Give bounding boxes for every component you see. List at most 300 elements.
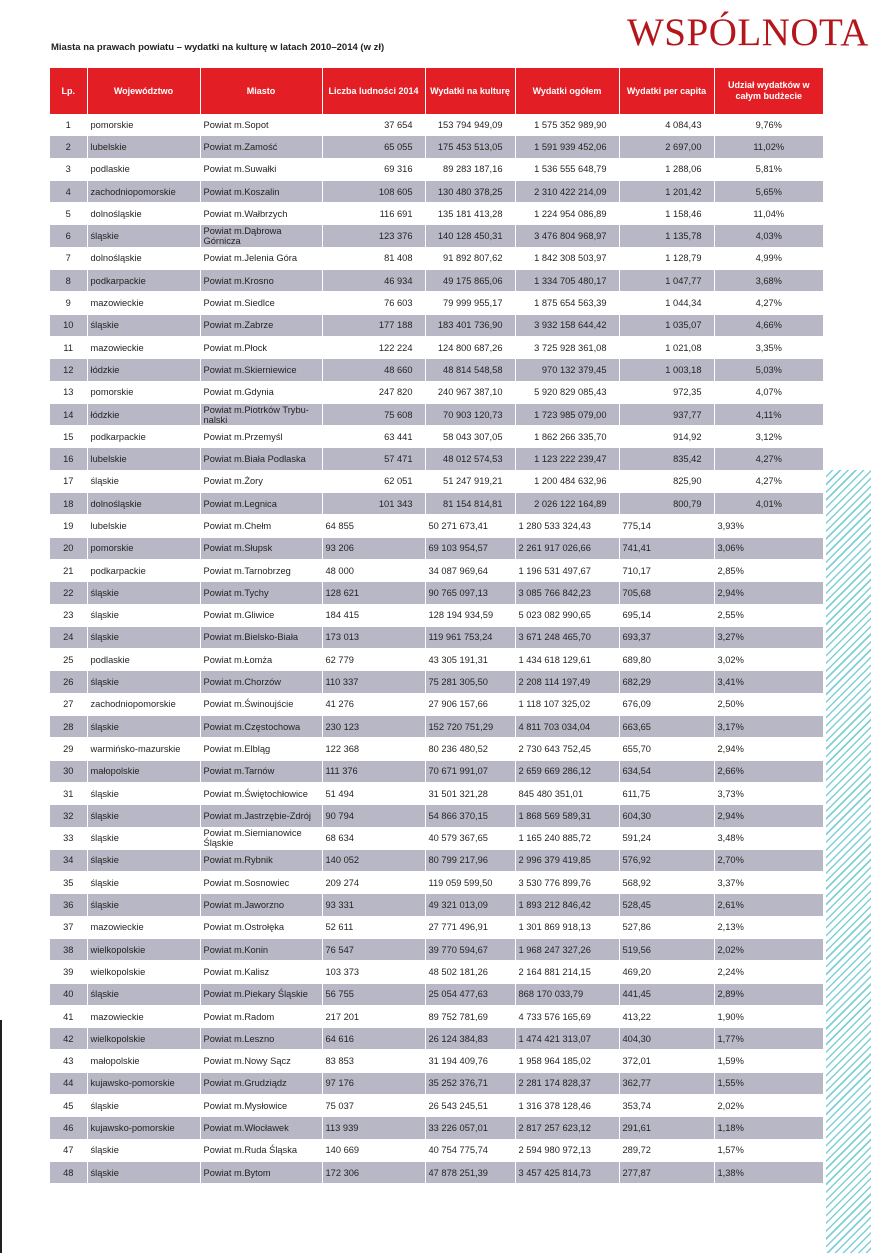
city-cell: Powiat m.Chełm: [200, 515, 322, 537]
voivodeship-cell: śląskie: [87, 805, 200, 827]
table-row: [50, 359, 823, 381]
row-number: 3: [50, 158, 87, 180]
per-capita-cell: 2 697,00: [619, 136, 714, 158]
voivodeship-cell: śląskie: [87, 894, 200, 916]
total-spending-cell: 2 730 643 752,45: [515, 738, 619, 760]
header-total-spending: Wydatki ogółem: [515, 68, 619, 114]
population-cell: 57 471: [322, 448, 425, 470]
total-spending-cell: 1 842 308 503,97: [515, 247, 619, 269]
table-row: [50, 426, 823, 448]
row-number: 10: [50, 314, 87, 336]
population-cell: 230 123: [322, 716, 425, 738]
culture-spending-cell: 26 543 245,51: [425, 1095, 515, 1117]
city-cell: Powiat m.Grudziądz: [200, 1072, 322, 1094]
voivodeship-cell: małopolskie: [87, 760, 200, 782]
voivodeship-cell: śląskie: [87, 827, 200, 849]
per-capita-cell: 289,72: [619, 1139, 714, 1161]
per-capita-cell: 1 158,46: [619, 203, 714, 225]
per-capita-cell: 362,77: [619, 1072, 714, 1094]
row-number: 12: [50, 359, 87, 381]
city-cell: Powiat m.Koszalin: [200, 180, 322, 202]
budget-share-cell: 1,18%: [714, 1117, 823, 1139]
budget-share-cell: 3,35%: [714, 336, 823, 358]
budget-share-cell: 3,02%: [714, 649, 823, 671]
budget-share-cell: 11,04%: [714, 203, 823, 225]
table-row: [50, 136, 823, 158]
per-capita-cell: 914,92: [619, 426, 714, 448]
population-cell: 69 316: [322, 158, 425, 180]
budget-share-cell: 3,41%: [714, 671, 823, 693]
culture-spending-cell: 79 999 955,17: [425, 292, 515, 314]
table-row: [50, 1005, 823, 1027]
per-capita-cell: 689,80: [619, 649, 714, 671]
voivodeship-cell: śląskie: [87, 582, 200, 604]
per-capita-cell: 634,54: [619, 760, 714, 782]
total-spending-cell: 3 932 158 644,42: [515, 314, 619, 336]
row-number: 23: [50, 604, 87, 626]
city-cell: Powiat m.Kalisz: [200, 961, 322, 983]
voivodeship-cell: dolnośląskie: [87, 203, 200, 225]
row-number: 5: [50, 203, 87, 225]
city-cell: Powiat m.Świętochłowice: [200, 782, 322, 804]
total-spending-cell: 3 476 804 968,97: [515, 225, 619, 247]
culture-spending-cell: 80 799 217,96: [425, 849, 515, 871]
voivodeship-cell: śląskie: [87, 1095, 200, 1117]
row-number: 31: [50, 782, 87, 804]
per-capita-cell: 441,45: [619, 983, 714, 1005]
header-population: Liczba ludności 2014: [322, 68, 425, 114]
voivodeship-cell: mazowieckie: [87, 916, 200, 938]
budget-share-cell: 3,68%: [714, 270, 823, 292]
city-cell: Powiat m.Jaworzno: [200, 894, 322, 916]
per-capita-cell: 576,92: [619, 849, 714, 871]
per-capita-cell: 528,45: [619, 894, 714, 916]
total-spending-cell: 3 457 425 814,73: [515, 1161, 619, 1183]
budget-share-cell: 2,13%: [714, 916, 823, 938]
culture-spending-cell: 31 194 409,76: [425, 1050, 515, 1072]
budget-share-cell: 2,02%: [714, 938, 823, 960]
city-cell: Powiat m.Sosnowiec: [200, 872, 322, 894]
budget-share-cell: 2,89%: [714, 983, 823, 1005]
voivodeship-cell: małopolskie: [87, 1050, 200, 1072]
row-number: 20: [50, 537, 87, 559]
header-city: Miasto: [200, 68, 322, 114]
per-capita-cell: 568,92: [619, 872, 714, 894]
table-header-row: [50, 68, 823, 114]
city-cell: Powiat m.Konin: [200, 938, 322, 960]
total-spending-cell: 1 875 654 563,39: [515, 292, 619, 314]
culture-spending-cell: 75 281 305,50: [425, 671, 515, 693]
population-cell: 128 621: [322, 582, 425, 604]
total-spending-cell: 1 165 240 885,72: [515, 827, 619, 849]
population-cell: 108 605: [322, 180, 425, 202]
total-spending-cell: 1 123 222 239,47: [515, 448, 619, 470]
culture-spending-cell: 69 103 954,57: [425, 537, 515, 559]
table-row: [50, 559, 823, 581]
row-number: 27: [50, 693, 87, 715]
total-spending-cell: 2 996 379 419,85: [515, 849, 619, 871]
row-number: 46: [50, 1117, 87, 1139]
population-cell: 172 306: [322, 1161, 425, 1183]
voivodeship-cell: podkarpackie: [87, 559, 200, 581]
total-spending-cell: 3 725 928 361,08: [515, 336, 619, 358]
per-capita-cell: 519,56: [619, 938, 714, 960]
budget-share-cell: 2,85%: [714, 559, 823, 581]
culture-spending-cell: 50 271 673,41: [425, 515, 515, 537]
per-capita-cell: 1 128,79: [619, 247, 714, 269]
culture-spending-cell: 89 283 187,16: [425, 158, 515, 180]
total-spending-cell: 1 591 939 452,06: [515, 136, 619, 158]
population-cell: 75 608: [322, 403, 425, 425]
per-capita-cell: 611,75: [619, 782, 714, 804]
row-number: 38: [50, 938, 87, 960]
decorative-edge-rule: [0, 1020, 2, 1253]
row-number: 42: [50, 1028, 87, 1050]
city-cell: Powiat m.Suwałki: [200, 158, 322, 180]
budget-share-cell: 4,66%: [714, 314, 823, 336]
table-row: [50, 381, 823, 403]
table-row: [50, 180, 823, 202]
city-cell: Powiat m.Łomża: [200, 649, 322, 671]
culture-spending-cell: 58 043 307,05: [425, 426, 515, 448]
voivodeship-cell: śląskie: [87, 782, 200, 804]
budget-share-cell: 5,81%: [714, 158, 823, 180]
total-spending-cell: 2 659 669 286,12: [515, 760, 619, 782]
row-number: 24: [50, 626, 87, 648]
city-cell: Powiat m.Legnica: [200, 493, 322, 515]
culture-spending-cell: 39 770 594,67: [425, 938, 515, 960]
row-number: 8: [50, 270, 87, 292]
population-cell: 140 669: [322, 1139, 425, 1161]
city-cell: Powiat m.Świnoujście: [200, 693, 322, 715]
city-cell: Powiat m.Rybnik: [200, 849, 322, 871]
table-row: [50, 1139, 823, 1161]
population-cell: 83 853: [322, 1050, 425, 1072]
table-row: [50, 961, 823, 983]
population-cell: 123 376: [322, 225, 425, 247]
total-spending-cell: 4 733 576 165,69: [515, 1005, 619, 1027]
row-number: 44: [50, 1072, 87, 1094]
row-number: 28: [50, 716, 87, 738]
city-cell: Powiat m.Słupsk: [200, 537, 322, 559]
population-cell: 116 691: [322, 203, 425, 225]
culture-spending-cell: 40 579 367,65: [425, 827, 515, 849]
culture-spending-cell: 70 903 120,73: [425, 403, 515, 425]
budget-share-cell: 5,65%: [714, 180, 823, 202]
row-number: 2: [50, 136, 87, 158]
table-row: [50, 805, 823, 827]
population-cell: 62 051: [322, 470, 425, 492]
table-row: [50, 1028, 823, 1050]
per-capita-cell: 835,42: [619, 448, 714, 470]
per-capita-cell: 291,61: [619, 1117, 714, 1139]
budget-share-cell: 4,11%: [714, 403, 823, 425]
table-row: [50, 938, 823, 960]
population-cell: 64 855: [322, 515, 425, 537]
culture-spending-cell: 124 800 687,26: [425, 336, 515, 358]
voivodeship-cell: śląskie: [87, 470, 200, 492]
table-row: [50, 537, 823, 559]
city-cell: Powiat m.Ostrołęka: [200, 916, 322, 938]
city-cell: Powiat m.Piekary Śląskie: [200, 983, 322, 1005]
voivodeship-cell: lubelskie: [87, 136, 200, 158]
culture-spending-cell: 34 087 969,64: [425, 559, 515, 581]
population-cell: 76 547: [322, 938, 425, 960]
city-cell: Powiat m.Tychy: [200, 582, 322, 604]
population-cell: 62 779: [322, 649, 425, 671]
total-spending-cell: 1 200 484 632,96: [515, 470, 619, 492]
total-spending-cell: 868 170 033,79: [515, 983, 619, 1005]
voivodeship-cell: łódzkie: [87, 359, 200, 381]
total-spending-cell: 2 310 422 214,09: [515, 180, 619, 202]
population-cell: 247 820: [322, 381, 425, 403]
row-number: 41: [50, 1005, 87, 1027]
city-cell: Powiat m.Chorzów: [200, 671, 322, 693]
total-spending-cell: 1 196 531 497,67: [515, 559, 619, 581]
header-voivodeship: Województwo: [87, 68, 200, 114]
culture-spending-cell: 54 866 370,15: [425, 805, 515, 827]
per-capita-cell: 741,41: [619, 537, 714, 559]
city-cell: Powiat m.Przemyśl: [200, 426, 322, 448]
population-cell: 63 441: [322, 426, 425, 448]
voivodeship-cell: mazowieckie: [87, 1005, 200, 1027]
per-capita-cell: 937,77: [619, 403, 714, 425]
culture-spending-cell: 130 480 378,25: [425, 180, 515, 202]
voivodeship-cell: dolnośląskie: [87, 247, 200, 269]
per-capita-cell: 353,74: [619, 1095, 714, 1117]
voivodeship-cell: podkarpackie: [87, 426, 200, 448]
culture-spending-cell: 49 175 865,06: [425, 270, 515, 292]
population-cell: 81 408: [322, 247, 425, 269]
budget-share-cell: 2,24%: [714, 961, 823, 983]
voivodeship-cell: podlaskie: [87, 649, 200, 671]
city-cell: Powiat m.Płock: [200, 336, 322, 358]
total-spending-cell: 2 594 980 972,13: [515, 1139, 619, 1161]
table-row: [50, 738, 823, 760]
culture-spending-cell: 128 194 934,59: [425, 604, 515, 626]
per-capita-cell: 1 135,78: [619, 225, 714, 247]
row-number: 4: [50, 180, 87, 202]
voivodeship-cell: śląskie: [87, 225, 200, 247]
city-cell: Powiat m.Sopot: [200, 114, 322, 136]
culture-spending-cell: 33 226 057,01: [425, 1117, 515, 1139]
population-cell: 209 274: [322, 872, 425, 894]
budget-share-cell: 1,38%: [714, 1161, 823, 1183]
total-spending-cell: 1 893 212 846,42: [515, 894, 619, 916]
voivodeship-cell: mazowieckie: [87, 336, 200, 358]
population-cell: 217 201: [322, 1005, 425, 1027]
table-row: [50, 314, 823, 336]
city-cell: Powiat m.Dąbrowa Górnicza: [200, 225, 322, 247]
table-row: [50, 983, 823, 1005]
budget-share-cell: 2,94%: [714, 805, 823, 827]
population-cell: 48 000: [322, 559, 425, 581]
table-row: [50, 470, 823, 492]
culture-spending-cell: 48 814 548,58: [425, 359, 515, 381]
row-number: 35: [50, 872, 87, 894]
table-row: [50, 247, 823, 269]
culture-spending-cell: 240 967 387,10: [425, 381, 515, 403]
row-number: 13: [50, 381, 87, 403]
budget-share-cell: 4,27%: [714, 448, 823, 470]
row-number: 29: [50, 738, 87, 760]
total-spending-cell: 2 208 114 197,49: [515, 671, 619, 693]
table-row: [50, 1095, 823, 1117]
city-cell: Powiat m.Wałbrzych: [200, 203, 322, 225]
culture-spending-cell: 175 453 513,05: [425, 136, 515, 158]
budget-share-cell: 1,55%: [714, 1072, 823, 1094]
table-row: [50, 158, 823, 180]
budget-share-cell: 3,48%: [714, 827, 823, 849]
budget-share-cell: 2,70%: [714, 849, 823, 871]
row-number: 15: [50, 426, 87, 448]
per-capita-cell: 693,37: [619, 626, 714, 648]
total-spending-cell: 1 723 985 079,00: [515, 403, 619, 425]
total-spending-cell: 1 958 964 185,02: [515, 1050, 619, 1072]
culture-expenditure-table: [50, 68, 823, 1184]
culture-spending-cell: 70 671 991,07: [425, 760, 515, 782]
total-spending-cell: 1 968 247 327,26: [515, 938, 619, 960]
culture-spending-cell: 31 501 321,28: [425, 782, 515, 804]
brand-logo: WSPÓLNOTA: [627, 11, 869, 54]
voivodeship-cell: pomorskie: [87, 537, 200, 559]
document-title: Miasta na prawach powiatu – wydatki na kulturę w latach 2010–2014 (w zł): [51, 42, 385, 53]
voivodeship-cell: śląskie: [87, 626, 200, 648]
city-cell: Powiat m.Bielsko-Biała: [200, 626, 322, 648]
total-spending-cell: 5 023 082 990,65: [515, 604, 619, 626]
table-row: [50, 1117, 823, 1139]
city-cell: Powiat m.Siedlce: [200, 292, 322, 314]
population-cell: 140 052: [322, 849, 425, 871]
budget-share-cell: 4,03%: [714, 225, 823, 247]
budget-share-cell: 2,55%: [714, 604, 823, 626]
city-cell: Powiat m.Zamość: [200, 136, 322, 158]
culture-spending-cell: 49 321 013,09: [425, 894, 515, 916]
per-capita-cell: 1 021,08: [619, 336, 714, 358]
culture-spending-cell: 35 252 376,71: [425, 1072, 515, 1094]
population-cell: 122 224: [322, 336, 425, 358]
culture-spending-cell: 183 401 736,90: [425, 314, 515, 336]
culture-spending-cell: 48 012 574,53: [425, 448, 515, 470]
header-budget-share: Udział wydatków w całym budżecie: [714, 68, 823, 114]
population-cell: 177 188: [322, 314, 425, 336]
population-cell: 65 055: [322, 136, 425, 158]
budget-share-cell: 1,90%: [714, 1005, 823, 1027]
budget-share-cell: 5,03%: [714, 359, 823, 381]
row-number: 11: [50, 336, 87, 358]
city-cell: Powiat m.Włocławek: [200, 1117, 322, 1139]
header-culture-spending: Wydatki na kulturę: [425, 68, 515, 114]
voivodeship-cell: śląskie: [87, 1161, 200, 1183]
voivodeship-cell: zachodniopomorskie: [87, 180, 200, 202]
total-spending-cell: 2 281 174 828,37: [515, 1072, 619, 1094]
culture-spending-cell: 140 128 450,31: [425, 225, 515, 247]
city-cell: Powiat m.Ruda Śląska: [200, 1139, 322, 1161]
budget-share-cell: 3,73%: [714, 782, 823, 804]
total-spending-cell: 970 132 379,45: [515, 359, 619, 381]
decorative-hatch-stripe: [826, 470, 871, 1253]
population-cell: 76 603: [322, 292, 425, 314]
culture-spending-cell: 135 181 413,28: [425, 203, 515, 225]
table-row: [50, 1161, 823, 1183]
voivodeship-cell: lubelskie: [87, 448, 200, 470]
per-capita-cell: 527,86: [619, 916, 714, 938]
budget-share-cell: 3,12%: [714, 426, 823, 448]
population-cell: 97 176: [322, 1072, 425, 1094]
city-cell: Powiat m.Piotrków Trybu-nalski: [200, 403, 322, 425]
city-cell: Powiat m.Żory: [200, 470, 322, 492]
table-row: [50, 448, 823, 470]
culture-spending-cell: 43 305 191,31: [425, 649, 515, 671]
table-row: [50, 671, 823, 693]
city-cell: Powiat m.Leszno: [200, 1028, 322, 1050]
voivodeship-cell: warmińsko-mazurskie: [87, 738, 200, 760]
per-capita-cell: 695,14: [619, 604, 714, 626]
total-spending-cell: 3 085 766 842,23: [515, 582, 619, 604]
table-row: [50, 849, 823, 871]
row-number: 34: [50, 849, 87, 871]
total-spending-cell: 1 316 378 128,46: [515, 1095, 619, 1117]
population-cell: 46 934: [322, 270, 425, 292]
voivodeship-cell: mazowieckie: [87, 292, 200, 314]
table-row: [50, 693, 823, 715]
city-cell: Powiat m.Tarnów: [200, 760, 322, 782]
budget-share-cell: 4,07%: [714, 381, 823, 403]
total-spending-cell: 1 862 266 335,70: [515, 426, 619, 448]
table-row: [50, 894, 823, 916]
city-cell: Powiat m.Siemianowice Śląskie: [200, 827, 322, 849]
population-cell: 90 794: [322, 805, 425, 827]
culture-spending-cell: 48 502 181,26: [425, 961, 515, 983]
table-row: [50, 225, 823, 247]
table-row: [50, 1072, 823, 1094]
per-capita-cell: 1 035,07: [619, 314, 714, 336]
per-capita-cell: 655,70: [619, 738, 714, 760]
total-spending-cell: 845 480 351,01: [515, 782, 619, 804]
city-cell: Powiat m.Nowy Sącz: [200, 1050, 322, 1072]
row-number: 25: [50, 649, 87, 671]
culture-spending-cell: 119 961 753,24: [425, 626, 515, 648]
budget-share-cell: 2,61%: [714, 894, 823, 916]
voivodeship-cell: wielkopolskie: [87, 938, 200, 960]
total-spending-cell: 1 280 533 324,43: [515, 515, 619, 537]
voivodeship-cell: wielkopolskie: [87, 961, 200, 983]
budget-share-cell: 3,27%: [714, 626, 823, 648]
budget-share-cell: 3,06%: [714, 537, 823, 559]
per-capita-cell: 4 084,43: [619, 114, 714, 136]
voivodeship-cell: śląskie: [87, 716, 200, 738]
voivodeship-cell: łódzkie: [87, 403, 200, 425]
population-cell: 93 331: [322, 894, 425, 916]
culture-spending-cell: 40 754 775,74: [425, 1139, 515, 1161]
per-capita-cell: 372,01: [619, 1050, 714, 1072]
city-cell: Powiat m.Zabrze: [200, 314, 322, 336]
population-cell: 48 660: [322, 359, 425, 381]
per-capita-cell: 682,29: [619, 671, 714, 693]
population-cell: 122 368: [322, 738, 425, 760]
row-number: 45: [50, 1095, 87, 1117]
per-capita-cell: 775,14: [619, 515, 714, 537]
city-cell: Powiat m.Mysłowice: [200, 1095, 322, 1117]
table-row: [50, 292, 823, 314]
per-capita-cell: 676,09: [619, 693, 714, 715]
budget-share-cell: 4,01%: [714, 493, 823, 515]
culture-spending-cell: 91 892 807,62: [425, 247, 515, 269]
culture-spending-cell: 89 752 781,69: [425, 1005, 515, 1027]
culture-spending-cell: 25 054 477,63: [425, 983, 515, 1005]
row-number: 43: [50, 1050, 87, 1072]
header-lp: Lp.: [50, 68, 87, 114]
